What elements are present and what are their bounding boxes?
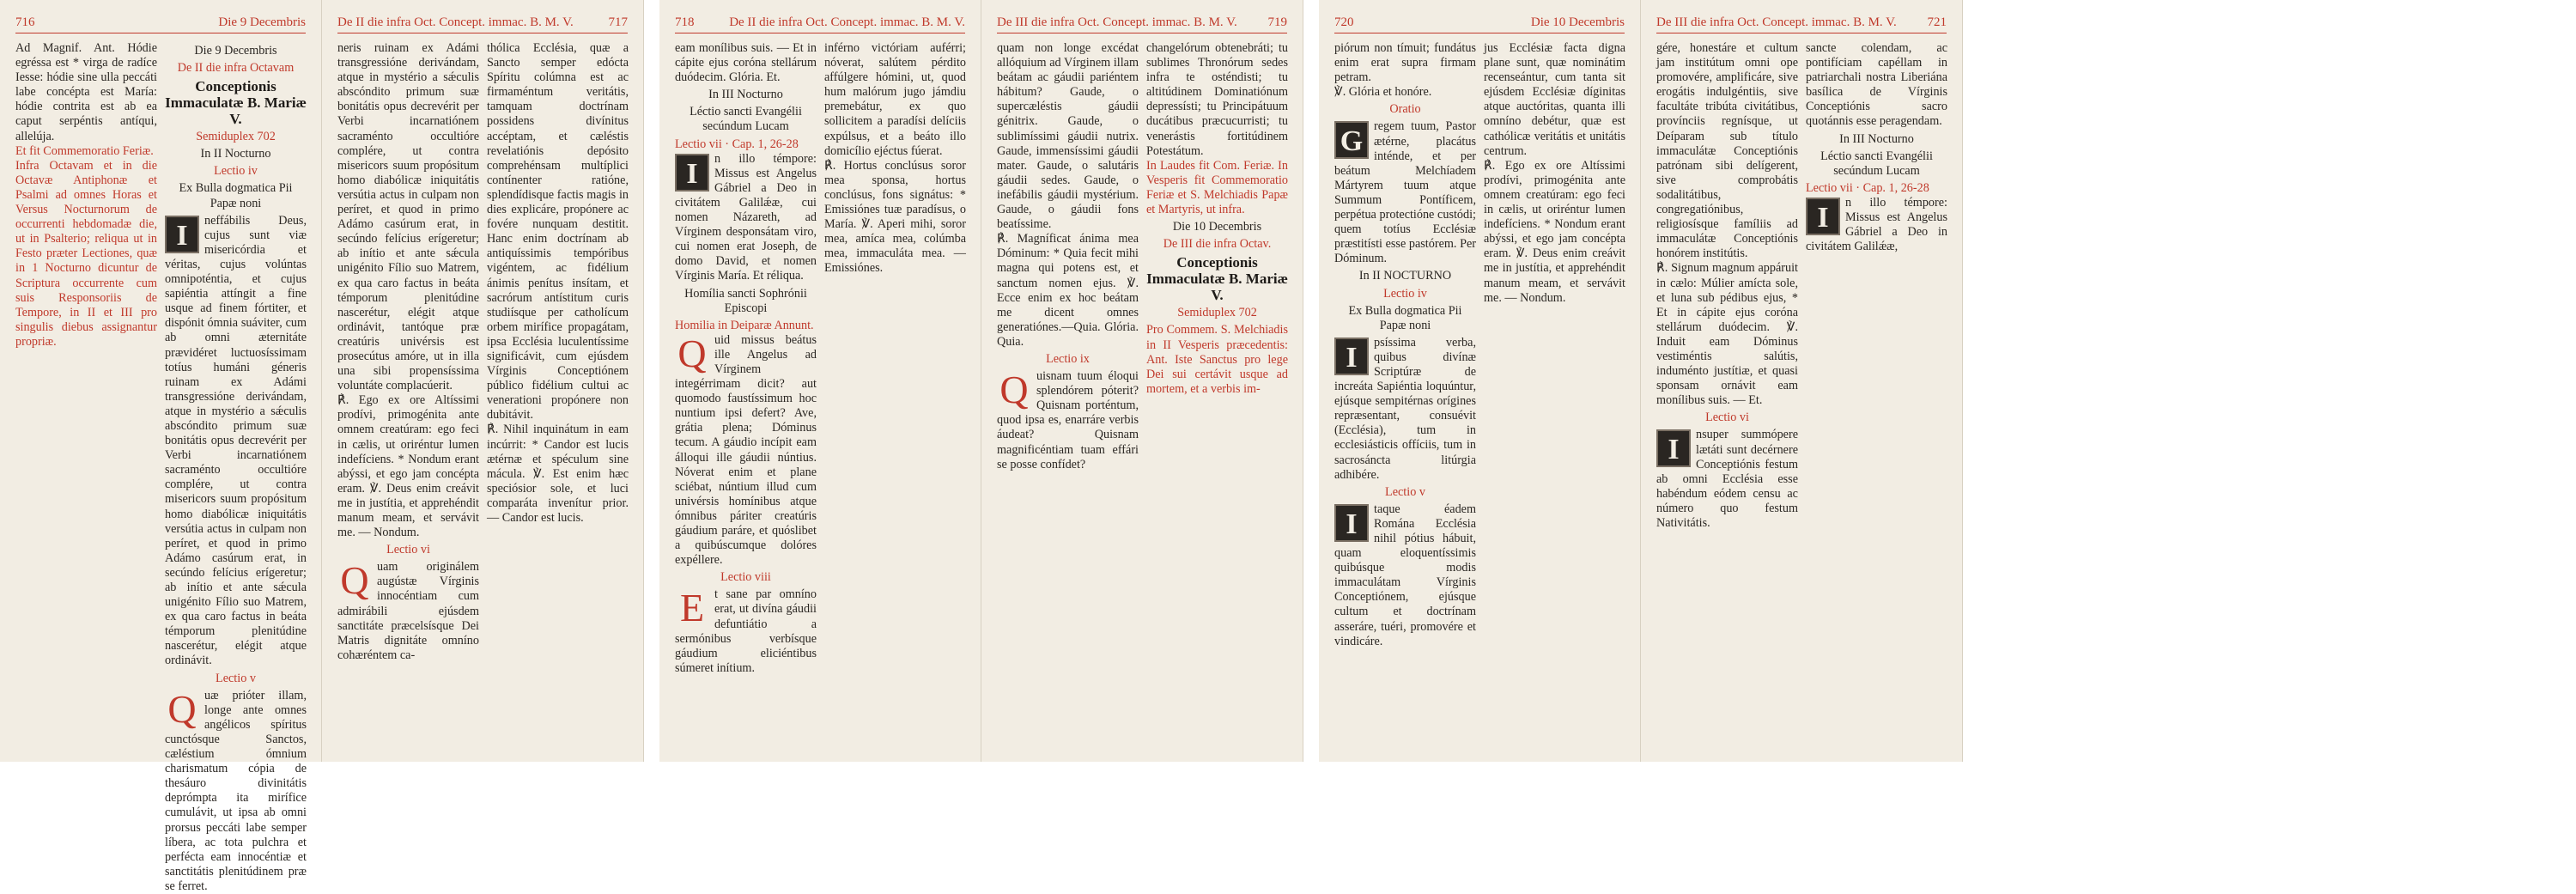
text-paragraph: In III Nocturno (708, 88, 783, 102)
page-number: 720 (1334, 15, 1354, 29)
rubric: Lectio v (1385, 484, 1425, 499)
text-paragraph: In II Nocturno (200, 147, 271, 161)
page-721 (1641, 0, 1963, 762)
rubric: Homilia in Deiparæ Annunt. (675, 318, 814, 332)
text-paragraph: ℟. Ego ex ore Altíssimi prodívi, primogénita ante omnem creatúram: ego feci in cælis, ut oriréntur lumen indefíciens. * Nondum erant abýssi, et ego jam concépta eram. ℣. Deus enim creávit me in justítia, et apprehéndit manum meam, et servávit me. — Nondum. (337, 393, 479, 540)
rubric: In Laudes fit Com. Feriæ. In Vesperis fit Commemoratio Feriæ et S. Melchiadis Papæ et Martyris, ut infra. (1146, 158, 1288, 217)
column-left (337, 41, 479, 762)
text-paragraph: Léctio sancti Evangélii secúndum Lucam (690, 105, 802, 134)
paragraph-text: uisnam tuum éloqui splendórem póterit? Quisnam porténtum, quod ipsa es, enarráre verbis áudeat? Quisnam magnificéntiam tuam effári se posse confídet? (997, 369, 1139, 471)
drop-cap-initial: Q (677, 331, 707, 375)
text-paragraph: Léctio sancti Evangélii secúndum Lucam (1820, 149, 1933, 178)
drop-cap-initial: I (165, 216, 199, 253)
paragraph-text: uid missus beátus ille Angelus ad Vírginem integérrimam dicit? aut quomodo faustíssimum hoc nuntium ipsi defert? Ave, grátia plena; Dóminus tecum. A gáudio incípit eam álloqui ille gáudii núntius. Nóverat enim et plane sciébat, núntium illud cum univérsis homínibus atque ómnibus páriter creatúris gáudium paráre, et quóslibet a quibúscumque dolóres expéllere. (675, 332, 817, 568)
text-paragraph (675, 152, 817, 284)
rubric: Semiduplex 702 (196, 130, 276, 144)
text-paragraph: sancte colendam, ac pontifíciam capéllam in patriarchali nostra Liberiána basílica de Vírginis Conceptiónis sacro quotánnis esse peragendam. (1806, 41, 1947, 129)
text-paragraph: jus Ecclésiæ facta digna plane sunt, quæ nominátim recenseántur, cum tanta sit ejúsdem Ecclésiæ díginitas atque auctóritas, quanta illi omníno debétur, quæ est cathólicæ veritátis et unitátis centrum. (1484, 41, 1625, 158)
paragraph-text: taque éadem Románа Ecclésia nihil pótius hábuit, quam eloquentíssimis quibúsque modis immaculátam Vírginis Conceptiónem, ejúsque cultum et doctrínam asseráre, tuéri, promovére et vindicáre. (1334, 502, 1476, 648)
text-paragraph: Homília sancti Sophrónii Episcopi (684, 286, 807, 315)
rubric: De III die infra Octav. (1163, 237, 1272, 252)
text-paragraph: quam non longe excédat allóquium ad Vírginem illam beátam ac gáudii pariéntem hábitum? Gaude, o supercæléstis gáudii génitrix. Gaude, o sublimíssimi gáudii nutrix. Gaude, immensíssimi gáudii mater. Gaude, o salutáris gáudii sedes. Gaude, o inefábilis gáudii mystérium. Gaude, o gáudii fons beatíssime. (997, 41, 1139, 232)
text-paragraph: piórum non tímuit; fundátus enim erat supra firmam petram. (1334, 41, 1476, 85)
column-left (675, 41, 817, 762)
page-718 (659, 0, 981, 762)
paragraph-text: t sane par omníno erat, ut divína gáudii defuntiátio a sermónibus verbísque gáudium eliciéntibus súmeret inítium. (675, 587, 817, 675)
paragraph-text: uæ prióter illam, longe ante omnes angélicos spíritus cunctósque Sanctos, cæléstium ómnium charismatum cópia de thesáuro divinitátis deprómpta ita mirífice cumulávit, ut ipsa ab omni prorsus peccáti labe semper líbera, ac tota pulchra et perfécta eam innocéntiæ et sanctitátis plenitúdinem præ se ferret. (165, 688, 307, 893)
text-paragraph: Ad Magnif. Ant. Hódie egréssa est * virga de radíce Iesse: hódie sine ulla peccáti labe concépta est María: hódie contrita est ab ea caput serpéntis antíqui, allelúja. (15, 41, 157, 143)
text-paragraph: gére, honestáre et cultum jam institútum omni ope promovére, amplificáre, sive erogátis indulgéntiis, sive facultáte tribúta civitátibus, provínciis regnísque, ut Deíparam sub título immaculátæ Conceptiónis patrónam sibi delígerent, sive comprobátis sodalitátibus, congregatiónibus, religiosísque famíliis ad immaculátæ Conceptiónis honórem institútis. (1656, 41, 1798, 261)
text-paragraph: Ex Bulla dogmatica Pii Papæ noni (179, 181, 293, 210)
text-paragraph (997, 369, 1139, 472)
paragraph-text: n illo témpore: Missus est Angelus Gábriel a Deo in civitátem Galilǽæ, (1806, 195, 1947, 254)
rubric: Semiduplex 702 (1177, 306, 1257, 320)
column-left (1656, 41, 1798, 762)
running-title: Die 9 Decembris (218, 15, 306, 29)
text-paragraph: neris ruinam ex Adámi transgressióne derivándam, atque in mystério a sǽculis abscóndito primum suæ bonitátis opus decrevérit per Verbi incarnatiónem sacraménto occultióre complére, ut contra misericors suum propósitum homo diabólicæ iniquitátis versútia actus in culpam non períret, et quod in primo Adámo casúrum erat, in secúndo felícius erígeretur; ab inítio et ante sǽcula unigénito Fílio suo Matrem, ex qua caro factus in beáta témporum plenitúdine nascerétur, elégit atque ordinávit, tantóque præ creatúris univérsis est prosecútus amóre, ut in illa una sibi propensíssima voluntáte complacúerit. (337, 41, 479, 393)
rubric: Lectio iv (214, 164, 258, 179)
text-paragraph (165, 686, 307, 894)
paragraph-text: psíssima verba, quibus divínæ Scriptúræ de increáta Sapiéntia loquúntur, ejúsque sempitérnas orígines repræsentant, consuévit (Ecclésia), tum in ecclesiásticis offíciis, tum in sacrosáncta litúrgia adhibére. (1334, 335, 1476, 482)
drop-cap-initial: G (1334, 121, 1369, 159)
page-number: 717 (608, 15, 628, 29)
column-right (165, 41, 307, 893)
paragraph-text: nsuper summópere lætáti sunt decérnere Conceptiónis festum ab omni Ecclésia esse habéndum eódem censu ac número quo festum Nativitátis. (1656, 428, 1798, 530)
page-header (1656, 15, 1947, 33)
page-719 (981, 0, 1303, 762)
rubric: Lectio vii · Cap. 1, 26-28 (675, 137, 799, 151)
text-paragraph: ℟. Hortus conclúsus soror mea sponsa, hortus conclúsus, fons signátus: * Emissiónes tuæ paradísus, o María. ℣. Aperi mihi, soror mea, amíca mea, colúmba mea, immaculáta mea. — Emissiónes. (824, 158, 966, 276)
running-title: De II die infra Oct. Concept. immac. B. M. V. (729, 15, 965, 29)
paragraph-text: uam originálem augústæ Vírginis innocéntiam cum admirábili ejúsdem sanctitáte præcelsísque Dei Matris dignitáte omníno cohæréntem ca- (337, 560, 479, 662)
running-title: Die 10 Decembris (1530, 15, 1625, 29)
rubric: Lectio vi (1705, 411, 1749, 425)
text-paragraph (675, 333, 817, 569)
drop-cap-initial: I (1806, 198, 1840, 235)
text-paragraph (165, 214, 307, 669)
feast-title: Conceptionis Immaculatæ B. Mariæ V. (1146, 254, 1288, 304)
page-number: 721 (1927, 15, 1947, 29)
gutter (1303, 0, 1319, 762)
feast-title: Conceptionis Immaculatæ B. Mariæ V. (165, 78, 307, 128)
page-header (997, 15, 1287, 33)
rubric: Pro Commem. S. Melchiadis in II Vesperis præcedentis: Ant. Iste Sanctus pro lege Dei sui certávit usque ad mortem, et a verbis im- (1146, 323, 1288, 396)
page-header (337, 15, 628, 33)
paragraph-text: regem tuum, Pastor ætérne, placátus inténde, et per beátum Melchíadem Mártyrem tuum atque Summum Pontíficem, perpétua protectióne custódi; quem totíus Ecclésiæ præstitísti esse pastórem. Per Dóminum. (1334, 119, 1476, 266)
page-720 (1319, 0, 1641, 762)
text-paragraph (1806, 196, 1947, 254)
column-right (1484, 41, 1625, 762)
text-paragraph: In III Nocturno (1839, 131, 1914, 146)
text-paragraph (1656, 428, 1798, 531)
page-716 (0, 0, 322, 893)
text-paragraph: Die 10 Decembris (1172, 220, 1262, 234)
column-right (824, 41, 966, 762)
page-number: 716 (15, 15, 35, 29)
text-paragraph: ℟. Magníficat ánima mea Dóminum: * Quia fecit mihi magna qui potens est, et sanctum nomen ejus. ℣. Ecce enim ex hoc beátam me dicent omnes generatiónes.—Quia. Glória. Quia. (997, 232, 1139, 349)
page-number: 718 (675, 15, 695, 29)
page-header (15, 15, 306, 33)
text-paragraph: ℟. Signum magnum appáruit in cælo: Múlier amícta sole, et luna sub pédibus ejus, * Et in cápite ejus coróna stellárum duódecim. ℣. Induit eam Dóminus vestiméntis salútis, induménto justítiæ, et quasi sponsam ornávit eam monílibus suis. — Et. (1656, 261, 1798, 408)
text-paragraph: Die 9 Decembris (194, 44, 277, 58)
rubric: Lectio viii (720, 570, 771, 585)
running-title: De III die infra Oct. Concept. immac. B. M. V. (1656, 15, 1897, 29)
column-right (487, 41, 629, 762)
rubric: Infra Octavam et in die Octavæ Antiphonæ et Psalmi ad omnes Horas et Versus Nocturnorum de occurrenti hebdomadæ die, ut in Psalterio; reliqua ut in Festo præter Lectiones, quæ in 1 Nocturno dicuntur de Scriptura occurrente cum suis Responsoriis de Tempore, in II et III pro singulis diebus assignantur propriæ. (15, 158, 157, 349)
text-paragraph (337, 560, 479, 663)
page-717 (322, 0, 644, 762)
gutter (644, 0, 659, 762)
paragraph-text: neffábilis Deus, cujus sunt viæ misericórdia et véritas, cujus volúntas omnipoténtia, et cujus sapiéntia attíngit a fine usque ad finem fórtiter, et dispónit ómnia suáviter, cum ab omni æternitáte prævidéret luctuosíssimam totíus humáni géneris ruinam ex Adámi transgressióne derivándam, atque in mystério a sǽculis abscóndito primum suæ bonitátis opus decrevérit per Verbi incarnatiónem sacraménto occultióre complére, ut contra misericors suum propósitum homo diabólicæ iniquitátis versútia actus in culpam non períret, et quod in primo Adámo casúrum erat, in secúndo felícius erígeretur; ab inítio et ante sǽcula unigénito Fílio suo Matrem, ex qua caro factus in beáta témporum plenitúdine nascerétur, elégit atque ordinávit. (165, 213, 307, 668)
text-paragraph: ℟. Nihil inquinátum in eam incúrrit: * Candor est lucis ætérnæ et spéculum sine mácula. ℣. Est enim hæc speciósior sole, et luci comparáta invenítur prior. — Candor est lucis. (487, 423, 629, 525)
text-paragraph (1334, 119, 1476, 266)
column-right (1806, 41, 1947, 762)
page-number: 719 (1267, 15, 1287, 29)
column-left (997, 41, 1139, 762)
running-title: De II die infra Oct. Concept. immac. B. M. V. (337, 15, 574, 29)
text-paragraph: ℟. Ego ex ore Altíssimi prodívi, primogénita ante omnem creatúram: ego feci in cælis, ut oriréntur lumen indefíciens. * Nondum erant abýssi, et ego jam concépta eram. ℣. Deus enim creávit me in justítia, et apprehéndit manum meam, et servávit me. — Nondum. (1484, 158, 1625, 305)
rubric: De II die infra Octavam (177, 61, 295, 76)
rubric: Lectio vii · Cap. 1, 26-28 (1806, 180, 1929, 195)
text-paragraph: changelórum obtenebráti; tu sublimes Thronórum sedes infra te osténdisti; tu altitúdinem Dominatiónum depressísti; tu Principátuum ducátibus præcucurristi; tu venerástis fortitúdinem Potestátum. (1146, 41, 1288, 158)
text-paragraph: ℣. Glória et honóre. (1334, 85, 1432, 100)
page-header (675, 15, 965, 33)
page-header (1334, 15, 1625, 33)
paragraph-text: n illo témpore: Missus est Angelus Gábriel a Deo in civitátem Galilǽæ, cui nomen Názareth, ad Vírginem desponsátam viro, cui nomen erat Joseph, de domo David, et nomen Vírginis María. Et réliqua. (675, 151, 817, 283)
running-title: De III die infra Oct. Concept. immac. B. M. V. (997, 15, 1237, 29)
drop-cap-initial: Q (340, 558, 369, 603)
column-right (1146, 41, 1288, 762)
rubric: Lectio vi (386, 543, 430, 557)
drop-cap-initial: E (679, 586, 705, 630)
column-left (15, 41, 157, 762)
drop-cap-initial: I (675, 154, 709, 192)
drop-cap-initial: I (1656, 429, 1691, 467)
text-paragraph (1334, 502, 1476, 649)
drop-cap-initial: I (1334, 338, 1369, 375)
drop-cap-initial: I (1334, 504, 1369, 542)
text-paragraph: eam monílibus suis. — Et in cápite ejus coróna stellárum duódecim. Glória. Et. (675, 41, 817, 85)
text-paragraph: thólica Ecclésia, quæ a Sancto semper edócta Spíritu colúmna est ac firmaméntum veritátis, tamquam doctrínam possidens divínitus accéptam, et cæléstis revelatiónis depósito comprehénsam multíplici contínenter ratióne, splendídisque factis magis in dies explicáre, propónere ac fovére nunquam destitit. Hanc enim doctrínam ab antiquíssimis tempóribus vigéntem, ac fidélium ánimis penítus insítam, et sacrórum antístitum curis studiísque per catholícum orbem mirífice propagátam, ipsa Ecclésia luculentíssime significávit, cum ejúsdem Vírginis Conceptiónem público fidélium cultui ac venerationi propónere non dubitávit. (487, 41, 629, 423)
text-paragraph: Ex Bulla dogmatica Pii Papæ noni (1348, 303, 1462, 332)
rubric: Et fit Commemoratio Feriæ. (15, 143, 154, 158)
rubric: Oratio (1389, 102, 1421, 117)
rubric: Lectio v (216, 671, 256, 685)
rubric: Lectio iv (1383, 286, 1427, 301)
rubric: Lectio ix (1046, 351, 1090, 366)
drop-cap-initial: Q (999, 368, 1029, 412)
text-paragraph (1334, 336, 1476, 483)
text-paragraph (675, 587, 817, 676)
text-paragraph: inférno victóriam auférri; nóverat, salútem pérdito affúlgere hómini, ut, quod hum malórum jugo jámdiu premebátur, ex quo sollicitem a paradísi delíciis expúlsus, et a beáto illo domicílio ejéctus fúerat. (824, 41, 966, 158)
drop-cap-initial: Q (167, 686, 197, 731)
column-left (1334, 41, 1476, 762)
text-paragraph: In II NOCTURNO (1358, 269, 1452, 283)
